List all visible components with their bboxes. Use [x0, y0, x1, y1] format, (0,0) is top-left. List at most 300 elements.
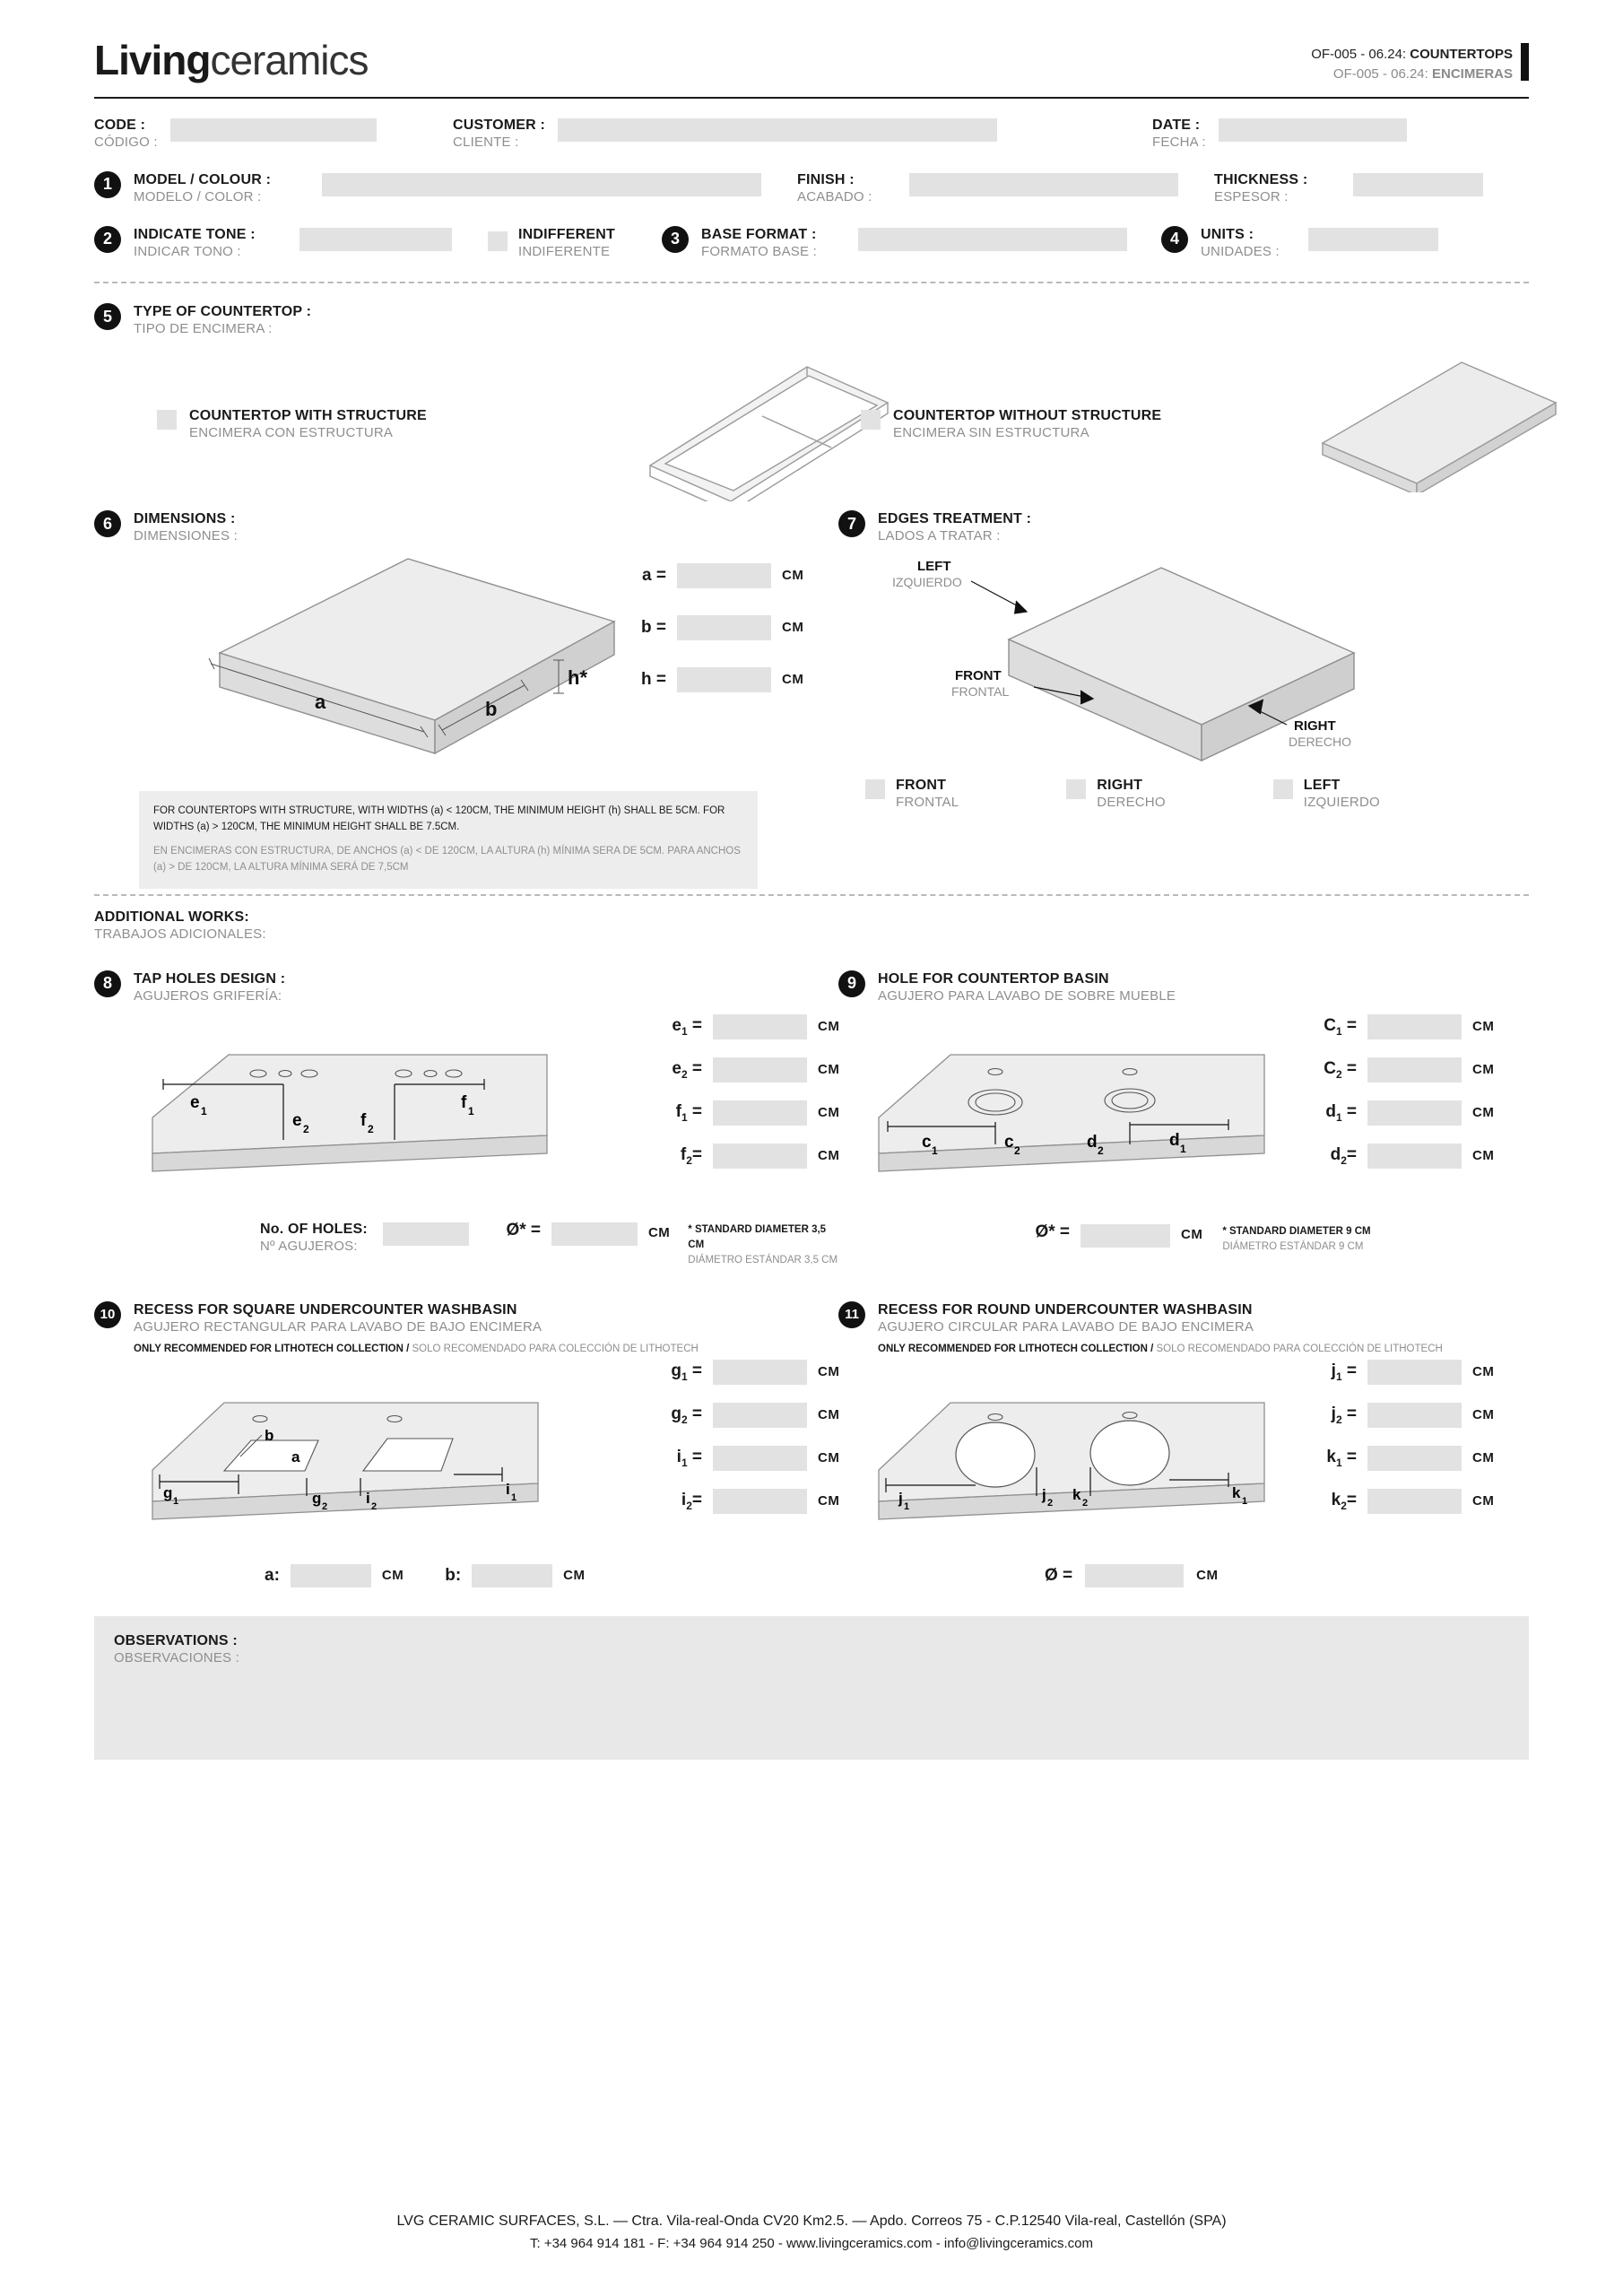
basin-hole-header: [838, 970, 1520, 1005]
indifferent-label-es: INDIFERENTE: [518, 243, 611, 259]
tap-f2-unit: CM: [818, 1148, 840, 1163]
tap-e1-unit: CM: [818, 1019, 840, 1034]
left-edge-label: [1304, 777, 1380, 812]
reference-en-title: COUNTERTOPS: [1410, 47, 1513, 62]
tone-input[interactable]: [299, 228, 452, 251]
customer-label-en: CUSTOMER :: [453, 117, 546, 133]
front-edge-label-en: FRONT: [896, 777, 947, 793]
dimensions-label: [134, 510, 238, 545]
edge-option-left[interactable]: [1273, 777, 1380, 812]
divider-additional-works: [94, 894, 1529, 896]
round-recess-label: [878, 1301, 1443, 1336]
section-6-7-row: [94, 510, 1529, 889]
round-recess-note-es: SOLO RECOMENDADO PARA COLECCIÓN DE LITHOTECH: [1156, 1344, 1443, 1355]
dimensions-note-es: EN ENCIMERAS CON ESTRUCTURA, DE ANCHOS (a) < DE 120CM, LA ALTURA (h) MÍNIMA SERA DE 5CM. PARA ANCHOS (a) > DE 120CM, LA ALTURA MÍNIMA SERÁ DE 7,5CM: [153, 846, 741, 874]
finish-label-en: FINISH :: [797, 171, 855, 187]
additional-works-title-en: ADDITIONAL WORKS:: [94, 909, 249, 925]
section-10: [94, 1301, 838, 1611]
basin-standard-note-es: DIÁMETRO ESTÁNDAR 9 CM: [1222, 1240, 1364, 1252]
with-structure-checkbox[interactable]: [157, 410, 177, 430]
dimensions-note-en: FOR COUNTERTOPS WITH STRUCTURE, WITH WIDTHS (a) < 120CM, THE MINIMUM HEIGHT (h) SHALL BE 5CM. FOR WIDTHS (a) > 120CM, THE MINIMUM HEIGHT SHALL BE 7.5CM.: [153, 804, 725, 832]
code-field-group: [94, 117, 453, 152]
square-i2-key-sub: 2: [686, 1499, 692, 1512]
round-recess-label-es: AGUJERO CIRCULAR PARA LAVABO DE BAJO ENCIMERA: [878, 1318, 1254, 1335]
svg-text:2: 2: [303, 1122, 309, 1135]
customer-label: [453, 117, 545, 152]
units-label-en: UNITS :: [1201, 226, 1254, 242]
countertop-without-structure-illustration: [1305, 358, 1574, 492]
svg-text:1: 1: [468, 1104, 474, 1118]
right-edge-label-en: RIGHT: [1097, 777, 1143, 793]
holes-count-label-en: No. OF HOLES:: [260, 1221, 368, 1237]
indifferent-label: [518, 226, 653, 261]
svg-text:j: j: [1042, 1485, 1046, 1503]
svg-text:g: g: [163, 1483, 173, 1501]
tap-e2-input[interactable]: [713, 1057, 807, 1083]
edge-option-front[interactable]: [865, 777, 959, 812]
right-edge-label: [1097, 777, 1165, 812]
dimension-a-key: a =: [642, 565, 666, 585]
square-b-unit: CM: [563, 1568, 586, 1583]
square-field-g1: [668, 1360, 839, 1385]
square-recess-note-es: SOLO RECOMENDADO PARA COLECCIÓN DE LITHOTECH: [412, 1344, 699, 1355]
basin-c1-input[interactable]: [1367, 1014, 1462, 1039]
basin-field-d2: [1323, 1144, 1494, 1169]
with-structure-label-en: COUNTERTOP WITH STRUCTURE: [189, 408, 427, 423]
round-j2-input[interactable]: [1367, 1403, 1462, 1428]
svg-text:1: 1: [173, 1495, 179, 1507]
basin-c1-key-letter: C: [1324, 1015, 1336, 1035]
square-recess-label: [134, 1301, 699, 1336]
section-3-number: 3: [662, 226, 689, 253]
observations-box[interactable]: [94, 1616, 1529, 1760]
svg-text:2: 2: [1014, 1144, 1020, 1157]
basin-hole-label: [878, 970, 1176, 1005]
square-field-i1: [668, 1446, 839, 1471]
tone-label-en: INDICATE TONE :: [134, 226, 256, 242]
with-structure-label-es: ENCIMERA CON ESTRUCTURA: [189, 425, 394, 440]
square-field-g2: [668, 1403, 839, 1428]
dimensions-label-es: DIMENSIONES :: [134, 528, 238, 544]
edge-option-right[interactable]: [1066, 777, 1165, 812]
tap-e1-key-sub: 1: [681, 1024, 688, 1038]
square-b-key: b:: [445, 1565, 462, 1585]
dimension-b-key: b =: [641, 617, 666, 637]
dimension-field-h: [632, 667, 803, 692]
round-k2-unit: CM: [1472, 1493, 1495, 1509]
svg-text:i: i: [366, 1489, 370, 1507]
basin-c2-key: $C_2$ =: [1324, 1058, 1357, 1081]
edges-label-es: LADOS A TRATAR :: [878, 528, 1001, 544]
base-format-label: [701, 226, 858, 261]
square-g1-input[interactable]: [713, 1360, 807, 1385]
square-recess-body: [94, 1361, 840, 1611]
square-i1-input[interactable]: [713, 1446, 807, 1471]
svg-text:1: 1: [1242, 1495, 1248, 1507]
basin-hole-label-en: HOLE FOR COUNTERTOP BASIN: [878, 970, 1109, 987]
svg-text:k: k: [1072, 1485, 1081, 1503]
tap-holes-body: [94, 1014, 838, 1283]
date-label-es: FECHA :: [1152, 135, 1206, 150]
basin-d2-unit: CM: [1472, 1148, 1495, 1163]
section-9-number: 9: [838, 970, 865, 997]
right-edge-label-es: DERECHO: [1097, 794, 1166, 810]
type-of-countertop-label-en: TYPE OF COUNTERTOP :: [134, 304, 312, 320]
svg-text:e: e: [292, 1110, 302, 1130]
round-k1-input[interactable]: [1367, 1446, 1462, 1471]
model-label-es: MODELO / COLOR :: [134, 188, 262, 204]
dimension-field-a: [632, 563, 803, 588]
tone-label-es: INDICAR TONO :: [134, 243, 241, 259]
round-j2-key-letter: j: [1331, 1404, 1336, 1423]
section-8: [94, 970, 838, 1283]
tap-holes-illustration: [126, 1032, 574, 1203]
thickness-label: [1214, 171, 1353, 206]
round-diameter-row: [1045, 1564, 1218, 1587]
basin-hole-illustration: [861, 1032, 1282, 1203]
round-j1-key-letter: j: [1331, 1361, 1336, 1380]
basin-c1-unit: CM: [1472, 1019, 1495, 1034]
square-recess-titles: [134, 1301, 699, 1358]
dimension-h-unit: CM: [782, 672, 804, 688]
holes-count-label-es: Nº AGUJEROS:: [260, 1238, 358, 1254]
tap-e2-unit: CM: [818, 1062, 840, 1077]
square-a-key: a:: [265, 1565, 280, 1585]
round-k1-key-letter: k: [1326, 1447, 1336, 1466]
dimension-b-input[interactable]: [677, 615, 771, 640]
brand-logo: [94, 36, 368, 84]
code-input[interactable]: [170, 118, 377, 142]
edges-header: [838, 510, 1520, 545]
svg-text:1: 1: [201, 1104, 207, 1118]
left-edge-label-en: LEFT: [1303, 777, 1341, 793]
svg-text:1: 1: [904, 1500, 910, 1512]
svg-text:2: 2: [322, 1500, 328, 1512]
tap-holes-label-es: AGUJEROS GRIFERÍA:: [134, 987, 282, 1004]
section-4-number: 4: [1161, 226, 1188, 253]
tap-diameter-unit: CM: [647, 1224, 671, 1240]
basin-c1-key-sub: 1: [1335, 1024, 1342, 1038]
indifferent-checkbox[interactable]: [488, 231, 508, 251]
square-recess-label-es: AGUJERO RECTANGULAR PARA LAVABO DE BAJO ENCIMERA: [134, 1318, 542, 1335]
svg-text:DERECHO: DERECHO: [1289, 734, 1352, 749]
basin-c2-input[interactable]: [1367, 1057, 1462, 1083]
tap-standard-note-es: DIÁMETRO ESTÁNDAR 3,5 CM: [688, 1255, 838, 1265]
code-label: [94, 117, 158, 152]
basin-field-c2: [1323, 1057, 1494, 1083]
round-j1-unit: CM: [1472, 1364, 1495, 1379]
tap-e2-key-letter: e: [672, 1058, 681, 1078]
dimension-h-key: h =: [641, 669, 666, 689]
svg-text:j: j: [898, 1489, 903, 1507]
round-field-j1: [1323, 1360, 1494, 1385]
model-label: [134, 171, 322, 206]
svg-text:c: c: [922, 1132, 932, 1152]
document-reference: [1311, 36, 1529, 84]
tap-e2-key-sub: 2: [681, 1067, 688, 1081]
svg-text:f: f: [461, 1092, 467, 1112]
tap-f2-key-letter: f: [680, 1144, 687, 1164]
without-structure-label: [893, 407, 1161, 442]
tap-f2-input[interactable]: [713, 1144, 807, 1169]
round-k1-key-sub: 1: [1335, 1456, 1342, 1469]
svg-text:1: 1: [511, 1492, 517, 1503]
svg-text:RIGHT: RIGHT: [1294, 718, 1336, 734]
tap-field-e1: [668, 1014, 839, 1039]
code-label-en: CODE :: [94, 117, 146, 133]
basin-diameter-input[interactable]: [1081, 1224, 1170, 1248]
square-g2-input[interactable]: [713, 1403, 807, 1428]
finish-input[interactable]: [909, 173, 1178, 196]
without-structure-label-en: COUNTERTOP WITHOUT STRUCTURE: [893, 408, 1162, 423]
section-2-3-4: [94, 226, 1529, 261]
square-i1-unit: CM: [818, 1450, 840, 1465]
square-recess-illustration: [126, 1385, 556, 1542]
reference-es-title: ENCIMERAS: [1431, 65, 1513, 82]
tap-e1-key-letter: e: [672, 1015, 681, 1035]
square-g1-key-letter: g: [671, 1361, 681, 1380]
base-format-input[interactable]: [858, 228, 1127, 251]
square-a-input[interactable]: [291, 1564, 371, 1587]
round-k2-key-letter: k: [1331, 1490, 1341, 1509]
section-11: [838, 1301, 1520, 1611]
edges-illustration-area: [838, 554, 1520, 823]
edges-checkboxes: [865, 777, 1380, 812]
dimensions-illustration-area: [94, 554, 838, 787]
left-edge-checkbox[interactable]: [1273, 779, 1293, 799]
round-recess-illustration: [861, 1385, 1282, 1542]
square-recess-ab-row: [265, 1564, 586, 1587]
round-recess-note: [878, 1342, 1443, 1357]
square-g2-unit: CM: [818, 1407, 840, 1422]
svg-text:e: e: [190, 1092, 200, 1112]
basin-standard-diameter-note: [1222, 1224, 1370, 1256]
svg-text:FRONTAL: FRONTAL: [951, 683, 1010, 699]
round-k2-input[interactable]: [1367, 1489, 1462, 1514]
tap-standard-diameter-note: [688, 1222, 838, 1269]
round-k1-key: $k_1$ =: [1326, 1447, 1357, 1469]
round-k2-key-sub: 2: [1341, 1499, 1347, 1512]
dimension-a-input[interactable]: [677, 563, 771, 588]
svg-text:d: d: [1087, 1132, 1098, 1152]
tap-f1-key: $f_1$ =: [675, 1101, 702, 1124]
date-label-en: DATE :: [1152, 117, 1201, 133]
reference-es-prefix: OF-005 - 06.24:: [1332, 65, 1432, 82]
basin-d1-key: $d_1$ =: [1325, 1101, 1357, 1124]
round-recess-label-en: RECESS FOR ROUND UNDERCOUNTER WASHBASIN: [878, 1301, 1253, 1318]
round-recess-titles: [878, 1301, 1443, 1358]
units-input[interactable]: [1308, 228, 1438, 251]
tap-field-f1: [668, 1100, 839, 1126]
model-label-en: MODEL / COLOUR :: [134, 171, 272, 187]
dimensions-header: [94, 510, 838, 545]
section-6: [94, 510, 838, 889]
customer-input[interactable]: [558, 118, 997, 142]
svg-text:2: 2: [368, 1122, 374, 1135]
svg-text:d: d: [1169, 1130, 1180, 1150]
basin-field-c1: [1323, 1014, 1494, 1039]
section-8-number: 8: [94, 970, 121, 997]
divider-after-section-4: [94, 282, 1529, 283]
observations-input[interactable]: [114, 1666, 1509, 1738]
document-footer: [0, 2210, 1623, 2255]
tap-diameter-key: Ø* =: [506, 1220, 542, 1239]
svg-text:1: 1: [932, 1144, 938, 1157]
tap-holes-fields: [668, 1014, 839, 1181]
basin-c1-key: $C_1$ =: [1324, 1015, 1357, 1038]
tap-holes-header: [94, 970, 838, 1005]
dimension-a-unit: CM: [782, 568, 804, 584]
basin-c2-key-letter: C: [1324, 1058, 1336, 1078]
code-label-es: CÓDIGO :: [94, 135, 158, 150]
round-j2-unit: CM: [1472, 1407, 1495, 1422]
svg-text:a: a: [291, 1448, 300, 1465]
svg-text:2: 2: [1047, 1497, 1054, 1509]
basin-d2-input[interactable]: [1367, 1144, 1462, 1169]
section-1: [94, 171, 1529, 206]
square-i1-key-sub: 1: [681, 1456, 688, 1469]
edges-label-en: EDGES TREATMENT :: [878, 511, 1032, 526]
right-edge-checkbox[interactable]: [1066, 779, 1086, 799]
round-k2-key: $k_2=$: [1331, 1490, 1357, 1512]
basin-hole-body: [838, 1014, 1520, 1283]
brand-logo-bold: Living: [94, 37, 211, 83]
dimensions-illustration: [139, 554, 641, 778]
model-input[interactable]: [322, 173, 761, 196]
svg-text:FRONT: FRONT: [955, 667, 1002, 683]
with-structure-label: [189, 407, 427, 442]
round-diameter-unit: CM: [1196, 1568, 1219, 1583]
svg-text:a: a: [315, 690, 326, 713]
dimension-b-unit: CM: [782, 620, 804, 636]
round-field-k2: [1323, 1489, 1494, 1514]
without-structure-checkbox[interactable]: [861, 410, 881, 430]
date-input[interactable]: [1219, 118, 1407, 142]
square-i1-key-letter: i: [676, 1447, 681, 1466]
basin-hole-label-es: AGUJERO PARA LAVABO DE SOBRE MUEBLE: [878, 987, 1176, 1004]
basin-d1-key-sub: 1: [1335, 1110, 1342, 1124]
round-j1-input[interactable]: [1367, 1360, 1462, 1385]
tap-diameter-input[interactable]: [551, 1222, 638, 1246]
section-8-9-row: [94, 970, 1529, 1283]
round-k1-unit: CM: [1472, 1450, 1495, 1465]
basin-d1-input[interactable]: [1367, 1100, 1462, 1126]
tap-f1-key-letter: f: [675, 1101, 681, 1121]
round-j1-key-sub: 1: [1335, 1370, 1342, 1383]
without-structure-label-es: ENCIMERA SIN ESTRUCTURA: [893, 425, 1089, 440]
section-1-number: 1: [94, 171, 121, 198]
square-a-unit: CM: [381, 1568, 404, 1583]
svg-text:b: b: [485, 697, 498, 720]
holes-count-label: [260, 1221, 376, 1256]
svg-text:i: i: [506, 1480, 510, 1498]
section-6-number: 6: [94, 510, 121, 537]
basin-c2-key-sub: 2: [1335, 1067, 1342, 1081]
finish-label: [797, 171, 909, 206]
svg-text:2: 2: [371, 1500, 378, 1512]
round-j2-key: $j_2$ =: [1331, 1404, 1357, 1426]
footer-line-2: T: +34 964 914 181 - F: +34 964 914 250 - www.livingceramics.com - info@livingceramics.com: [529, 2236, 1093, 2251]
tap-e1-key: $e_1$ =: [672, 1015, 702, 1038]
identification-row: [94, 117, 1529, 152]
tap-f1-input[interactable]: [713, 1100, 807, 1126]
svg-text:f: f: [360, 1110, 367, 1130]
header-accent-bar: [1521, 43, 1529, 81]
document-header: [94, 36, 1529, 84]
observations-label-en: OBSERVATIONS :: [114, 1632, 238, 1648]
square-i2-input[interactable]: [713, 1489, 807, 1514]
dimension-h-input[interactable]: [677, 667, 771, 692]
observations-label: [114, 1632, 1509, 1667]
square-g1-key-sub: 1: [681, 1370, 688, 1383]
footer-line-1: LVG CERAMIC SURFACES, S.L. — Ctra. Vila-real-Onda CV20 Km2.5. — Apdo. Correos 75 - C.P.12540 Vila-real, Castellón (SPA): [396, 2213, 1227, 2230]
svg-text:b: b: [265, 1426, 274, 1444]
observations-label-es: OBSERVACIONES :: [114, 1649, 239, 1665]
section-7: [838, 510, 1520, 889]
square-i2-key: $i_2=$: [681, 1490, 702, 1512]
dimensions-note: [139, 791, 758, 889]
dimensions-label-en: DIMENSIONS :: [134, 511, 236, 526]
square-recess-note-en: ONLY RECOMMENDED FOR LITHOTECH COLLECTION /: [134, 1344, 410, 1355]
section-10-11-row: [94, 1301, 1529, 1611]
basin-d1-unit: CM: [1472, 1105, 1495, 1120]
edges-illustration: [865, 554, 1421, 814]
tap-f2-key: $f_2=$: [680, 1144, 702, 1167]
thickness-label-en: THICKNESS :: [1214, 171, 1308, 187]
section-5-number: 5: [94, 303, 121, 330]
basin-c2-unit: CM: [1472, 1062, 1495, 1077]
round-recess-body: [838, 1361, 1520, 1611]
front-edge-label-es: FRONTAL: [896, 794, 959, 810]
svg-text:c: c: [1004, 1132, 1014, 1152]
square-g2-key-sub: 2: [681, 1413, 688, 1426]
basin-field-d1: [1323, 1100, 1494, 1126]
basin-d1-key-letter: d: [1325, 1101, 1336, 1121]
finish-label-es: ACABADO :: [797, 188, 872, 204]
front-edge-checkbox[interactable]: [865, 779, 885, 799]
option-with-structure[interactable]: [157, 407, 427, 442]
option-without-structure[interactable]: [861, 407, 1161, 442]
header-divider: [94, 97, 1529, 99]
reference-en: [1311, 45, 1513, 65]
square-g2-key-letter: g: [671, 1404, 681, 1423]
basin-d2-key-letter: d: [1330, 1144, 1341, 1164]
thickness-input[interactable]: [1353, 173, 1483, 196]
square-b-input[interactable]: [472, 1564, 552, 1587]
form-sheet: [94, 36, 1529, 1760]
square-i2-unit: CM: [818, 1493, 840, 1509]
round-field-j2: [1323, 1403, 1494, 1428]
section-11-number: 11: [838, 1301, 865, 1328]
tap-field-f2: [668, 1144, 839, 1169]
section-9: [838, 970, 1520, 1283]
section-5: [94, 303, 1529, 338]
round-recess-header: [838, 1301, 1520, 1358]
tap-e1-input[interactable]: [713, 1014, 807, 1039]
svg-text:h*: h*: [568, 665, 587, 689]
square-field-i2: [668, 1489, 839, 1514]
base-format-label-es: FORMATO BASE :: [701, 243, 817, 259]
left-edge-label-es: IZQUIERDO: [1303, 794, 1380, 810]
round-diameter-input[interactable]: [1085, 1564, 1184, 1587]
additional-works-title: [94, 909, 1529, 944]
holes-count-input[interactable]: [383, 1222, 469, 1246]
basin-diameter-key: Ø* =: [1035, 1222, 1070, 1241]
thickness-label-es: ESPESOR :: [1214, 188, 1289, 204]
units-label-es: UNIDADES :: [1201, 243, 1280, 259]
basin-d2-key: $d_2=$: [1330, 1144, 1357, 1167]
square-g2-key: $g_2$ =: [671, 1404, 702, 1426]
